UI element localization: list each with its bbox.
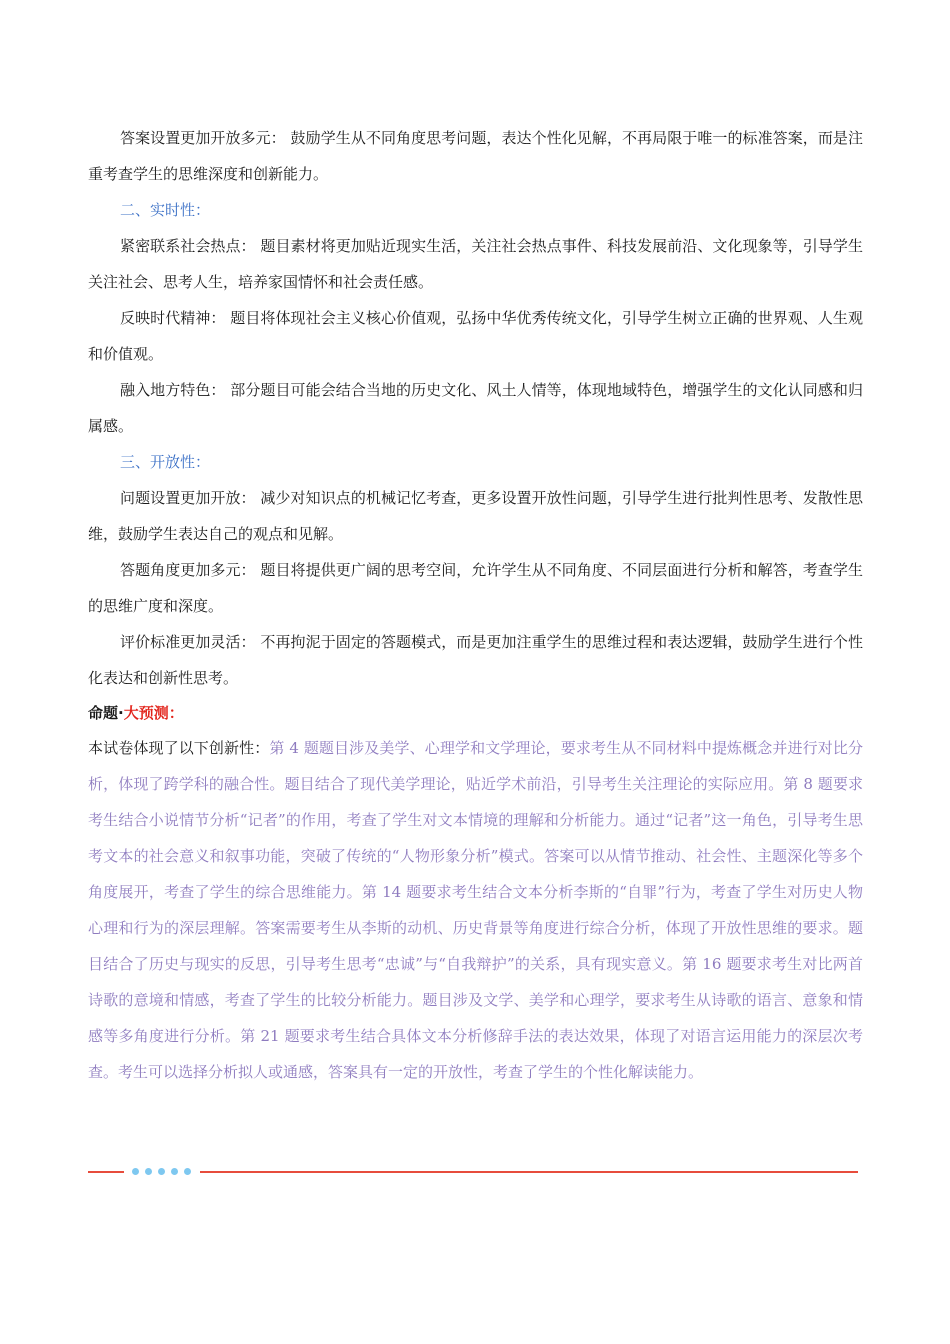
paragraph-open-questions: 问题设置更加开放： 减少对知识点的机械记忆考查，更多设置开放性问题，引导学生进行批判性思考、发散性思维，鼓励学生表达自己的观点和见解。 bbox=[88, 489, 863, 543]
divider-dot bbox=[145, 1168, 152, 1175]
divider-dot bbox=[184, 1168, 191, 1175]
divider-dots bbox=[132, 1166, 191, 1175]
heading-openness: 三、开放性： bbox=[120, 453, 211, 471]
divider-dot bbox=[158, 1168, 165, 1175]
section-title-prediction bbox=[88, 696, 863, 730]
paragraph-flexible-standards: 评价标准更加灵活： 不再拘泥于固定的答题模式，而是更加注重学生的思维过程和表达逻辑，鼓励学生进行个性化表达和创新性思考。 bbox=[88, 633, 863, 687]
prediction-body: 第 4 题题目涉及美学、心理学和文学理论，要求考生从不同材料中提炼概念并进行对比分析，体现了跨学科的融合性。题目结合了现代美学理论，贴近学术前沿，引导考生关注理论的实际应用。第 8 题要求考生结合小说情节分析“记者”的作用，考查了学生对文本情境的理解和分析能力。通过“记者”这一角色，引导考生思考文本的社会意义和叙事功能，突破了传统的“人物形象分析”模式。答案可以从情节推动、社会性、主题深化等多个角度展开，考查了学生的综合思维能力。第 14 题要求考生结合文本分析李斯的“自罪”行为，考查了学生对历史人物心理和行为的深层理解。答案需要考生从李斯的动机、历史背景等角度进行综合分析，体现了开放性思维的要求。题目结合了历史与现实的反思，引导考生思考“忠诚”与“自我辩护”的关系，具有现实意义。第 16 题要求考生对比两首诗歌的意境和情感，考查了学生的比较分析能力。题目涉及文学、美学和心理学，要求考生从诗歌的语言、意象和情感等多角度进行分析。第 21 题要求考生结合具体文本分析修辞手法的表达效果，体现了对语言运用能力的深层次考查。考生可以选择分析拟人或通感，答案具有一定的开放性，考查了学生的个性化解读能力。 bbox=[88, 739, 863, 1081]
prediction-lead: 本试卷体现了以下创新性： bbox=[88, 739, 270, 757]
paragraph-era-spirit: 反映时代精神： 题目将体现社会主义核心价值观，弘扬中华优秀传统文化，引导学生树立正确的世界观、人生观和价值观。 bbox=[88, 309, 863, 363]
paragraph-prediction bbox=[88, 730, 863, 1090]
footer-divider bbox=[88, 1164, 858, 1180]
paragraph-diverse-angles: 答题角度更加多元： 题目将提供更广阔的思考空间，允许学生从不同角度、不同层面进行分析和解答，考查学生的思维广度和深度。 bbox=[88, 561, 863, 615]
divider-line-left bbox=[88, 1171, 124, 1173]
divider-dot bbox=[132, 1168, 139, 1175]
paragraph-social-hotspots: 紧密联系社会热点： 题目素材将更加贴近现实生活，关注社会热点事件、科技发展前沿、文化现象等，引导学生关注社会、思考人生，培养家国情怀和社会责任感。 bbox=[88, 237, 863, 291]
divider-line-right bbox=[200, 1171, 858, 1173]
section-title-prefix: 命题· bbox=[88, 704, 124, 722]
divider-dot bbox=[171, 1168, 178, 1175]
paragraph-local-features: 融入地方特色： 部分题目可能会结合当地的历史文化、风土人情等，体现地域特色，增强学生的文化认同感和归属感。 bbox=[88, 381, 863, 435]
section-title-accent: 大预测： bbox=[123, 704, 184, 722]
paragraph-open-answers: 答案设置更加开放多元： 鼓励学生从不同角度思考问题，表达个性化见解，不再局限于唯一的标准答案，而是注重考查学生的思维深度和创新能力。 bbox=[88, 129, 863, 183]
heading-realtime: 二、实时性： bbox=[120, 201, 211, 219]
document-content bbox=[88, 120, 863, 1090]
